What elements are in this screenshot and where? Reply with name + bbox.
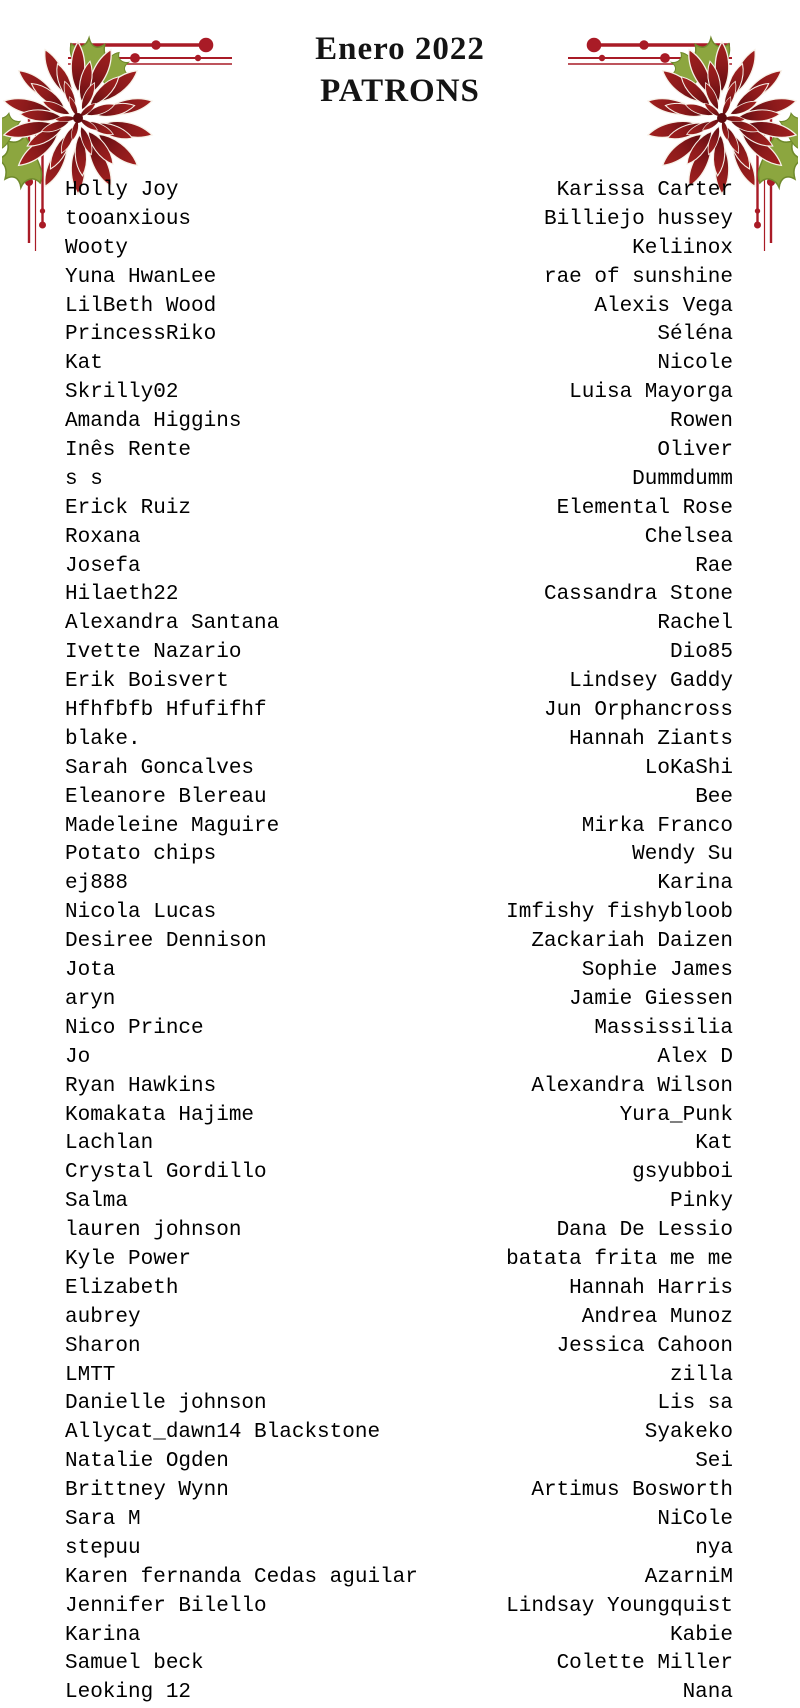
patron-name: Jun Orphancross — [543, 699, 733, 723]
patron-name: Brittney Wynn — [65, 1479, 229, 1503]
patron-name: Natalie Ogden — [65, 1450, 229, 1474]
patron-name: nya — [695, 1536, 733, 1560]
patron-name: Hannah Ziants — [569, 727, 733, 751]
patron-name: Kat — [695, 1132, 733, 1156]
patron-name: LMTT — [65, 1363, 116, 1387]
patron-name: Karina — [65, 1623, 141, 1647]
patron-name: Keliinox — [632, 236, 733, 260]
patron-name: Nicola Lucas — [65, 901, 217, 925]
patron-name: Roxana — [65, 525, 141, 549]
patron-name: Andrea Munoz — [581, 1305, 733, 1329]
patron-name: Pinky — [669, 1190, 733, 1214]
patron-name: Zackariah Daizen — [531, 930, 733, 954]
patron-name: LilBeth Wood — [65, 294, 217, 318]
patron-name: gsyubboi — [632, 1161, 733, 1185]
patron-name: NiCole — [657, 1507, 733, 1531]
patron-name: Alexandra Santana — [65, 612, 280, 636]
page-title-patrons: PATRONS — [320, 73, 480, 109]
patron-name: Jessica Cahoon — [556, 1334, 733, 1358]
patron-name: Lindsay Youngquist — [506, 1594, 733, 1618]
patron-name: Rae — [695, 554, 733, 578]
patron-name: tooanxious — [65, 207, 192, 231]
patron-name: Erick Ruiz — [65, 496, 192, 520]
patron-name: Sei — [695, 1450, 733, 1474]
patron-name: Yuna HwanLee — [65, 265, 217, 289]
patron-name: Alexandra Wilson — [531, 1074, 733, 1098]
patron-name: Nico Prince — [65, 1016, 204, 1040]
patron-name: Josefa — [65, 554, 141, 578]
patron-name: Imfishy fishybloob — [506, 901, 733, 925]
patron-name: Sarah Goncalves — [65, 756, 255, 780]
patron-name: Séléna — [657, 323, 733, 347]
patron-name: Allycat_dawn14 Blackstone — [65, 1421, 381, 1445]
patron-name: LoKaShi — [644, 756, 733, 780]
patron-name: blake. — [65, 727, 141, 751]
patron-name: Colette Miller — [556, 1652, 733, 1676]
patron-name: Jo — [65, 1045, 91, 1069]
patron-name: Mirka Franco — [581, 814, 733, 838]
patron-name: Hannah Harris — [569, 1276, 733, 1300]
patron-name: Kabie — [669, 1623, 733, 1647]
patron-name: Wendy Su — [632, 843, 733, 867]
patron-name: s s — [65, 467, 103, 491]
patron-name: Lindsey Gaddy — [569, 670, 733, 694]
patron-name: Dio85 — [669, 641, 733, 665]
patron-name: Komakata Hajime — [65, 1103, 255, 1127]
patron-name: stepuu — [65, 1536, 141, 1560]
patron-name: rae of sunshine — [543, 265, 733, 289]
patron-name: Alexis Vega — [594, 294, 733, 318]
patron-name: Inês Rente — [65, 439, 192, 463]
patron-name: Nicole — [657, 352, 733, 376]
patron-name: Luisa Mayorga — [569, 381, 733, 405]
patron-name: Kyle Power — [65, 1247, 192, 1271]
patron-name: zilla — [669, 1363, 733, 1387]
patron-name: Wooty — [65, 236, 129, 260]
patron-name: Bee — [695, 785, 733, 809]
patron-name: Jennifer Bilello — [65, 1594, 267, 1618]
patron-name: Holly Joy — [65, 179, 179, 202]
patron-name: Elizabeth — [65, 1276, 179, 1300]
patron-name: Salma — [65, 1190, 129, 1214]
page-header — [0, 28, 800, 112]
patron-name: Nana — [682, 1681, 733, 1705]
patron-name: Elemental Rose — [556, 496, 733, 520]
patron-name: batata frita me me — [506, 1247, 733, 1271]
patron-name: Rachel — [657, 612, 733, 636]
patron-name: Lis sa — [657, 1392, 733, 1416]
patron-name: Potato chips — [65, 843, 217, 867]
patron-name: aryn — [65, 987, 116, 1011]
patron-name: Karen fernanda Cedas aguilar — [65, 1565, 418, 1589]
patron-name: Ryan Hawkins — [65, 1074, 217, 1098]
patron-name: ej888 — [65, 872, 129, 896]
patron-name: Cassandra Stone — [543, 583, 733, 607]
patron-name: Amanda Higgins — [65, 410, 242, 434]
patron-name: Lachlan — [65, 1132, 154, 1156]
patron-name: Yura_Punk — [619, 1103, 733, 1127]
patron-name: Eleanore Blereau — [65, 785, 267, 809]
patron-name: Dummdumm — [632, 467, 733, 491]
patron-name: Dana De Lessio — [556, 1219, 733, 1243]
patron-name: AzarniM — [644, 1565, 733, 1589]
patron-name: Syakeko — [644, 1421, 733, 1445]
patron-name: Hilaeth22 — [65, 583, 179, 607]
patron-name: Jota — [65, 959, 116, 983]
patron-name: Massissilia — [594, 1016, 733, 1040]
patron-name: Oliver — [657, 439, 733, 463]
patrons-column-right — [506, 177, 733, 1708]
patron-name: Madeleine Maguire — [65, 814, 280, 838]
patron-name: lauren johnson — [65, 1219, 242, 1243]
patron-name: Jamie Giessen — [569, 987, 733, 1011]
patron-name: Desiree Dennison — [65, 930, 267, 954]
patron-name: Hfhfbfb Hfufifhf — [65, 699, 267, 723]
patron-name: Billiejo hussey — [543, 207, 733, 231]
patron-name: Leoking 12 — [65, 1681, 192, 1705]
patron-name: Skrilly02 — [65, 381, 179, 405]
patron-name: Crystal Gordillo — [65, 1161, 267, 1185]
patron-name: Kat — [65, 352, 103, 376]
patron-name: PrincessRiko — [65, 323, 217, 347]
patron-name: Alex D — [657, 1045, 733, 1069]
patron-name: aubrey — [65, 1305, 141, 1329]
patron-name: Sharon — [65, 1334, 141, 1358]
patron-name: Sophie James — [581, 959, 733, 983]
patron-name: Samuel beck — [65, 1652, 204, 1676]
patron-name: Rowen — [669, 410, 733, 434]
patron-name: Danielle johnson — [65, 1392, 267, 1416]
page-title-month: Enero 2022 — [315, 31, 485, 67]
patron-name: Ivette Nazario — [65, 641, 242, 665]
patron-name: Artimus Bosworth — [531, 1479, 733, 1503]
patron-name: Chelsea — [644, 525, 733, 549]
patrons-column-left — [65, 177, 418, 1708]
patron-name: Karina — [657, 872, 733, 896]
patron-name: Sara M — [65, 1507, 141, 1531]
patron-name: Karissa Carter — [556, 179, 733, 202]
patron-name: Erik Boisvert — [65, 670, 229, 694]
